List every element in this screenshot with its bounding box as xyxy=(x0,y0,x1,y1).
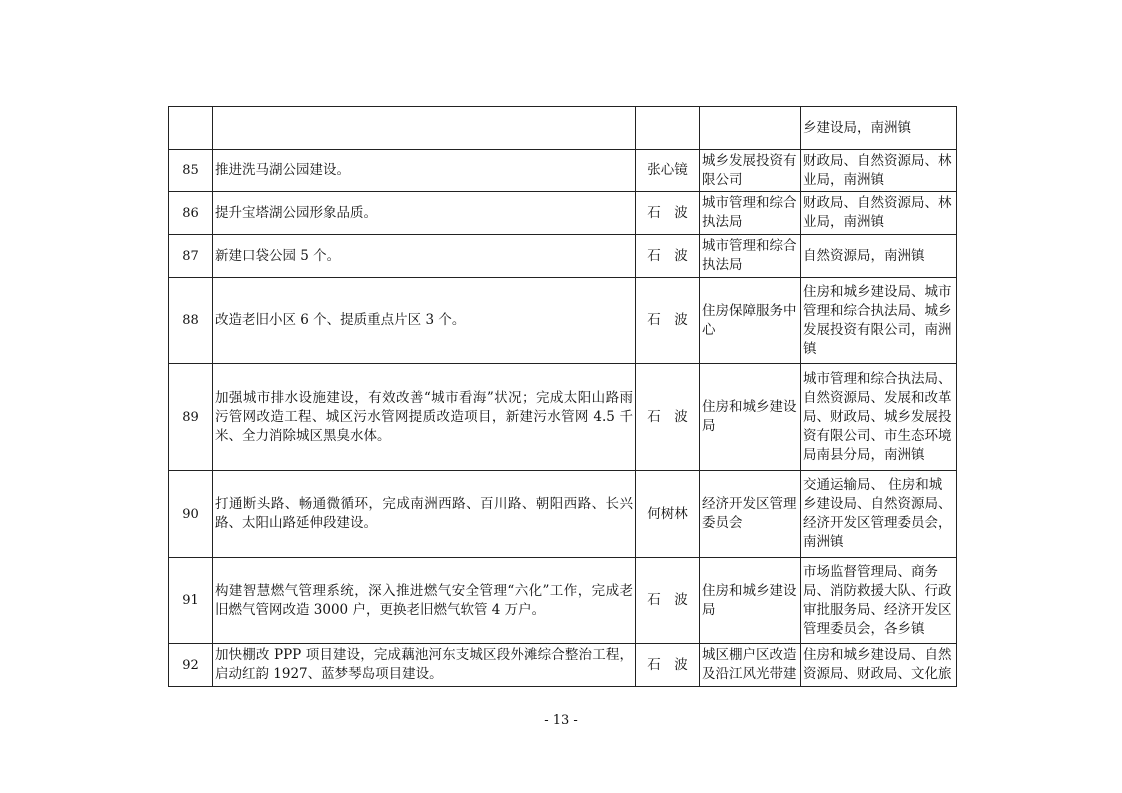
table-row xyxy=(169,644,957,687)
task-description: 加强城市排水设施建设，有效改善“城市看海”状况；完成太阳山路雨污管网改造工程、城区污水管网提质改造项目，新建污水管网 4.5 千米、全力消除城区黑臭水体。 xyxy=(213,364,636,471)
row-number: 88 xyxy=(169,278,213,364)
row-number: 85 xyxy=(169,150,213,192)
table-row xyxy=(169,150,957,192)
table-row xyxy=(169,558,957,644)
responsible-unit: 城市管理和综合执法局 xyxy=(700,192,801,235)
page-number: - 13 - xyxy=(544,713,578,728)
task-description: 提升宝塔湖公园形象品质。 xyxy=(213,192,636,235)
lead-official: 何树林 xyxy=(636,471,700,558)
lead-official: 石 波 xyxy=(636,192,700,235)
row-number: 90 xyxy=(169,471,213,558)
task-description: 打通断头路、畅通微循环，完成南洲西路、百川路、朝阳西路、长兴路、太阳山路延伸段建设。 xyxy=(213,471,636,558)
cooperating-units: 自然资源局，南洲镇 xyxy=(801,235,957,278)
lead-official: 石 波 xyxy=(636,644,700,687)
responsible-unit: 城乡发展投资有限公司 xyxy=(700,150,801,192)
lead-official: 石 波 xyxy=(636,558,700,644)
lead-official: 张心镜 xyxy=(636,150,700,192)
table-row xyxy=(169,235,957,278)
task-description: 加快棚改 PPP 项目建设，完成藕池河东支城区段外滩综合整治工程，启动红韵 1927、蓝梦琴岛项目建设。 xyxy=(213,644,636,687)
cooperating-units: 财政局、自然资源局、林业局，南洲镇 xyxy=(801,150,957,192)
responsible-unit: 经济开发区管理委员会 xyxy=(700,471,801,558)
row-number: 91 xyxy=(169,558,213,644)
cooperating-units: 住房和城乡建设局、自然资源局、财政局、文化旅 xyxy=(801,644,957,687)
cooperating-units: 住房和城乡建设局、城市管理和综合执法局、城乡发展投资有限公司，南洲镇 xyxy=(801,278,957,364)
responsible-unit: 城区棚户区改造及沿江风光带建 xyxy=(700,644,801,687)
task-description: 推进洗马湖公园建设。 xyxy=(213,150,636,192)
task-description xyxy=(213,107,636,150)
responsible-unit: 住房保障服务中心 xyxy=(700,278,801,364)
lead-official: 石 波 xyxy=(636,235,700,278)
table-row xyxy=(169,471,957,558)
lead-official: 石 波 xyxy=(636,278,700,364)
row-number: 89 xyxy=(169,364,213,471)
cooperating-units: 乡建设局，南洲镇 xyxy=(801,107,957,150)
task-description: 构建智慧燃气管理系统，深入推进燃气安全管理“六化”工作，完成老旧燃气管网改造 3000 户，更换老旧燃气软管 4 万户。 xyxy=(213,558,636,644)
task-table xyxy=(168,106,957,687)
responsible-unit: 住房和城乡建设局 xyxy=(700,364,801,471)
row-number: 86 xyxy=(169,192,213,235)
cooperating-units: 市场监督管理局、商务局、消防救援大队、行政审批服务局、经济开发区管理委员会，各乡镇 xyxy=(801,558,957,644)
lead-official: 石 波 xyxy=(636,364,700,471)
responsible-unit xyxy=(700,107,801,150)
responsible-unit: 城市管理和综合执法局 xyxy=(700,235,801,278)
task-description: 新建口袋公园 5 个。 xyxy=(213,235,636,278)
task-description: 改造老旧小区 6 个、提质重点片区 3 个。 xyxy=(213,278,636,364)
table-row xyxy=(169,278,957,364)
table-row xyxy=(169,192,957,235)
row-number xyxy=(169,107,213,150)
row-number: 92 xyxy=(169,644,213,687)
row-number: 87 xyxy=(169,235,213,278)
cooperating-units: 城市管理和综合执法局、自然资源局、发展和改革局、财政局、城乡发展投资有限公司、市生态环境局南县分局，南洲镇 xyxy=(801,364,957,471)
table-row xyxy=(169,364,957,471)
cooperating-units: 交通运输局、 住房和城乡建设局、自然资源局、经济开发区管理委员会，南洲镇 xyxy=(801,471,957,558)
cooperating-units: 财政局、自然资源局、林业局，南洲镇 xyxy=(801,192,957,235)
lead-official xyxy=(636,107,700,150)
table-row xyxy=(169,107,957,150)
responsible-unit: 住房和城乡建设局 xyxy=(700,558,801,644)
